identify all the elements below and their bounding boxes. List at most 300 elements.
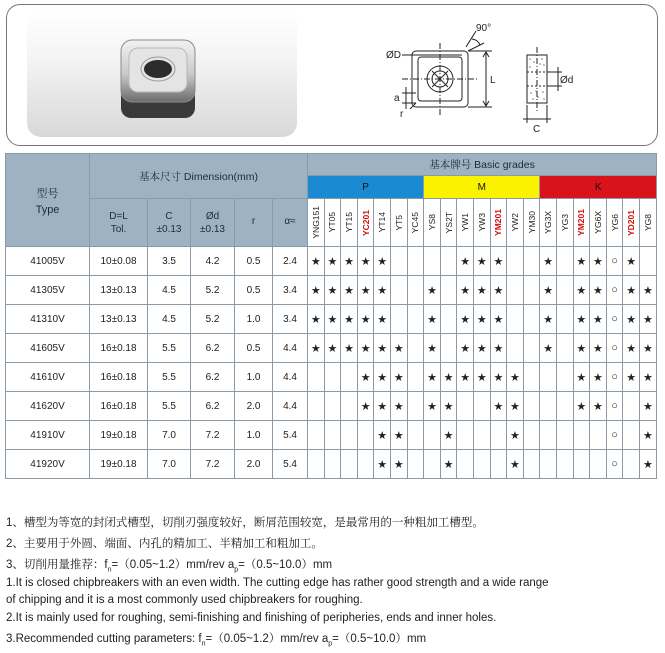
grade-mark-cell: ★: [473, 334, 490, 363]
cell-a: 4.4: [273, 392, 308, 421]
grade-mark-cell: [556, 450, 573, 479]
grade-mark-cell: [590, 421, 607, 450]
note-en-2: 2.It is mainly used for roughing, semi-finishing and finishing of peripheries, ends and inner holes.: [6, 612, 497, 624]
grade-mark-cell: [540, 392, 557, 421]
grade-mark-cell: [523, 392, 540, 421]
cell-a: 4.4: [273, 363, 308, 392]
cell-c: 3.5: [148, 247, 191, 276]
cell-type: 41005V: [6, 247, 90, 276]
grade-header: [590, 199, 607, 247]
grade-header: [357, 199, 374, 247]
grade-mark-cell: ★: [341, 334, 358, 363]
grade-mark-cell: ★: [639, 421, 656, 450]
grade-mark-cell: ★: [540, 276, 557, 305]
grade-name: YNG151: [310, 206, 321, 239]
grade-mark-cell: ★: [357, 247, 374, 276]
grade-mark-cell: [540, 363, 557, 392]
grade-name: YM30: [526, 211, 537, 234]
table-header-row-1: [6, 154, 657, 176]
cell-dl: 10±0.08: [90, 247, 148, 276]
grade-mark-cell: [324, 450, 341, 479]
grade-mark-cell: ★: [324, 247, 341, 276]
grade-mark-cell: [308, 363, 325, 392]
grade-mark-cell: ★: [374, 334, 391, 363]
grade-mark-cell: ★: [308, 276, 325, 305]
grade-mark-cell: [457, 450, 474, 479]
cell-d: 5.2: [191, 305, 235, 334]
grade-mark-cell: [473, 421, 490, 450]
note-cn-3-end: =（0.5~10.0）mm: [238, 559, 333, 571]
grade-mark-cell: [523, 421, 540, 450]
grade-mark-cell: ★: [473, 305, 490, 334]
cell-type: 41605V: [6, 334, 90, 363]
grade-mark-cell: ★: [357, 276, 374, 305]
grade-name: YG3X: [543, 211, 554, 234]
table-row: [6, 450, 657, 479]
grade-mark-cell: ★: [473, 363, 490, 392]
grade-mark-cell: [556, 247, 573, 276]
r-label: r: [400, 109, 404, 120]
grade-mark-cell: [556, 392, 573, 421]
dim-subheader: [90, 199, 148, 247]
grade-mark-cell: ○: [606, 276, 623, 305]
dim-subheader-line1: D=L: [109, 210, 128, 222]
cell-a: 3.4: [273, 276, 308, 305]
cell-r: 2.0: [235, 450, 273, 479]
grade-mark-cell: ★: [308, 247, 325, 276]
dia-D-label: ØD: [386, 50, 401, 61]
grade-mark-cell: ★: [357, 392, 374, 421]
grade-header: [639, 199, 656, 247]
L-label: L: [490, 75, 496, 86]
cell-c: 7.0: [148, 421, 191, 450]
cell-dl: 19±0.18: [90, 450, 148, 479]
grade-mark-cell: [407, 334, 424, 363]
C-label: C: [533, 124, 541, 135]
cell-c: 4.5: [148, 305, 191, 334]
grade-mark-cell: [407, 363, 424, 392]
cell-d: 6.2: [191, 334, 235, 363]
grade-mark-cell: [324, 421, 341, 450]
note-en-3: [6, 630, 661, 647]
grade-mark-cell: [507, 334, 524, 363]
type-header-cn: 型号: [36, 187, 59, 200]
grade-mark-cell: ★: [374, 247, 391, 276]
grade-mark-cell: ★: [308, 334, 325, 363]
grade-header: [457, 199, 474, 247]
grade-mark-cell: ★: [540, 305, 557, 334]
grade-name: YC201: [360, 209, 371, 236]
cell-dl: 19±0.18: [90, 421, 148, 450]
grade-mark-cell: [623, 421, 640, 450]
dim-subheader-line1: C: [165, 210, 173, 222]
grade-mark-cell: ★: [324, 276, 341, 305]
grade-mark-cell: ★: [391, 363, 408, 392]
cell-r: 0.5: [235, 334, 273, 363]
grade-mark-cell: ★: [374, 305, 391, 334]
grade-mark-cell: [573, 421, 590, 450]
grade-mark-cell: ★: [457, 247, 474, 276]
note-en-3-mid: =（0.05~1.2）mm/rev a: [205, 633, 329, 645]
cell-type: 41620V: [6, 392, 90, 421]
grade-mark-cell: [341, 392, 358, 421]
grade-mark-cell: [473, 450, 490, 479]
insert-dimension-drawing: [372, 17, 642, 135]
grade-header: [490, 199, 507, 247]
sub-n-en: n: [201, 640, 206, 648]
dia-d-label: Ød: [560, 75, 574, 86]
note-en-1b: of chipping and it is a most commonly used chipbreakers for roughing.: [6, 594, 363, 606]
grade-mark-cell: [440, 305, 457, 334]
grade-header: [440, 199, 457, 247]
grade-mark-cell: ★: [623, 305, 640, 334]
grade-mark-cell: ★: [324, 334, 341, 363]
grade-mark-cell: ★: [424, 276, 441, 305]
sub-p: p: [234, 566, 239, 574]
grade-mark-cell: [341, 421, 358, 450]
grade-mark-cell: ★: [341, 305, 358, 334]
grade-mark-cell: ★: [490, 247, 507, 276]
grade-mark-cell: [573, 450, 590, 479]
grade-mark-cell: ★: [623, 363, 640, 392]
grade-mark-cell: [324, 392, 341, 421]
grade-mark-cell: [407, 276, 424, 305]
grade-mark-cell: ★: [457, 276, 474, 305]
dim-subheader-line2: ±0.13: [156, 223, 182, 235]
grade-mark-cell: ★: [324, 305, 341, 334]
grade-mark-cell: [490, 450, 507, 479]
grade-header: [606, 199, 623, 247]
grade-mark-cell: [357, 450, 374, 479]
note-cn-3: [6, 556, 661, 573]
grade-mark-cell: [523, 363, 540, 392]
grade-mark-cell: [507, 247, 524, 276]
grade-name: YG3: [559, 213, 570, 231]
grade-mark-cell: [424, 247, 441, 276]
grade-mark-cell: ★: [507, 450, 524, 479]
grade-mark-cell: ○: [606, 392, 623, 421]
grade-mark-cell: ○: [606, 363, 623, 392]
grade-mark-cell: ★: [639, 363, 656, 392]
grade-mark-cell: ★: [473, 276, 490, 305]
grade-name: YT5: [393, 214, 404, 231]
table-row: [6, 392, 657, 421]
grade-mark-cell: [407, 305, 424, 334]
grade-mark-cell: ★: [507, 363, 524, 392]
dim-subheader: [273, 199, 308, 247]
grade-mark-cell: [407, 450, 424, 479]
angle-label: 90°: [476, 23, 492, 34]
grade-mark-cell: ★: [573, 247, 590, 276]
grade-name: YT14: [377, 212, 388, 233]
grade-mark-cell: ★: [424, 305, 441, 334]
dimension-header: 基本尺寸 Dimension(mm): [90, 154, 308, 199]
grade-mark-cell: [556, 305, 573, 334]
grade-mark-cell: ★: [374, 421, 391, 450]
grade-mark-cell: ★: [308, 305, 325, 334]
grade-mark-cell: [473, 392, 490, 421]
grade-mark-cell: [324, 363, 341, 392]
grade-mark-cell: [490, 421, 507, 450]
grade-mark-cell: ★: [490, 334, 507, 363]
grade-mark-cell: ★: [639, 305, 656, 334]
grade-mark-cell: ★: [590, 392, 607, 421]
grade-mark-cell: [523, 450, 540, 479]
grade-mark-cell: [590, 450, 607, 479]
grade-mark-cell: [523, 334, 540, 363]
cell-a: 3.4: [273, 305, 308, 334]
dim-subheader-line1: r: [251, 216, 256, 227]
grade-mark-cell: [523, 276, 540, 305]
grade-mark-cell: [457, 392, 474, 421]
grade-mark-cell: [540, 450, 557, 479]
note-en-3-end: =（0.5~10.0）mm: [332, 633, 427, 645]
grade-mark-cell: [424, 421, 441, 450]
grade-mark-cell: [440, 276, 457, 305]
grade-mark-cell: ★: [590, 363, 607, 392]
grade-mark-cell: ★: [590, 247, 607, 276]
grade-header: [523, 199, 540, 247]
cell-r: 0.5: [235, 247, 273, 276]
cell-d: 7.2: [191, 450, 235, 479]
grade-mark-cell: ★: [490, 363, 507, 392]
grade-mark-cell: ○: [606, 421, 623, 450]
grade-mark-cell: [440, 334, 457, 363]
grade-mark-cell: [507, 305, 524, 334]
grade-name: YD201: [626, 209, 637, 236]
grade-name: YM201: [493, 209, 504, 236]
grade-mark-cell: [341, 363, 358, 392]
grade-header: [424, 199, 441, 247]
grade-mark-cell: ★: [623, 276, 640, 305]
cell-dl: 13±0.13: [90, 276, 148, 305]
grade-header: [324, 199, 341, 247]
grade-mark-cell: [556, 421, 573, 450]
cell-d: 5.2: [191, 276, 235, 305]
grade-name: YG8: [642, 213, 653, 231]
grade-mark-cell: [457, 421, 474, 450]
grade-mark-cell: [391, 276, 408, 305]
grade-mark-cell: ★: [440, 363, 457, 392]
grade-name: YG6: [609, 213, 620, 231]
grades-header: 基本牌号 Basic grades: [308, 154, 657, 176]
cell-c: 4.5: [148, 276, 191, 305]
dim-subheader-line1: Ød: [205, 210, 220, 222]
dim-subheader-line1: α≈: [284, 216, 296, 227]
grade-mark-cell: ★: [357, 363, 374, 392]
grade-mark-cell: ○: [606, 334, 623, 363]
grade-mark-cell: [308, 450, 325, 479]
grade-header: [374, 199, 391, 247]
grade-mark-cell: [391, 247, 408, 276]
grade-header: [308, 199, 325, 247]
grade-name: YW1: [460, 213, 471, 232]
grade-name: YS2T: [443, 211, 454, 234]
group-M: M: [424, 176, 540, 199]
grade-name: YW2: [509, 213, 520, 232]
table-row: [6, 363, 657, 392]
cell-a: 4.4: [273, 334, 308, 363]
grade-mark-cell: ★: [424, 392, 441, 421]
grade-mark-cell: ★: [440, 392, 457, 421]
grade-mark-cell: ★: [424, 363, 441, 392]
grade-mark-cell: ★: [590, 305, 607, 334]
grade-mark-cell: [540, 421, 557, 450]
cell-c: 7.0: [148, 450, 191, 479]
sub-n: n: [107, 566, 112, 574]
group-P: P: [308, 176, 424, 199]
cell-c: 5.5: [148, 363, 191, 392]
grade-mark-cell: [556, 334, 573, 363]
table-header-row-3: [6, 199, 657, 247]
grade-mark-cell: ★: [623, 247, 640, 276]
grade-mark-cell: ○: [606, 305, 623, 334]
grade-mark-cell: [407, 421, 424, 450]
note-cn-1: 1、槽型为等宽的封闭式槽型，切削刃强度较好，断屑范围较宽，是最常用的一种粗加工槽型。: [6, 517, 484, 529]
grade-mark-cell: ★: [623, 334, 640, 363]
grade-mark-cell: ★: [540, 334, 557, 363]
grade-mark-cell: ★: [573, 363, 590, 392]
grade-mark-cell: [407, 392, 424, 421]
cell-r: 2.0: [235, 392, 273, 421]
grade-mark-cell: [391, 305, 408, 334]
grade-mark-cell: ★: [374, 363, 391, 392]
cell-dl: 16±0.18: [90, 363, 148, 392]
grade-mark-cell: [556, 363, 573, 392]
table-row: [6, 247, 657, 276]
cell-dl: 16±0.18: [90, 392, 148, 421]
grade-mark-cell: ★: [357, 305, 374, 334]
grade-name: YT15: [344, 212, 355, 233]
type-header-en: Type: [35, 203, 60, 216]
cell-type: 41910V: [6, 421, 90, 450]
cell-a: 5.4: [273, 421, 308, 450]
cell-dl: 13±0.13: [90, 305, 148, 334]
cell-a: 2.4: [273, 247, 308, 276]
grade-mark-cell: ★: [341, 247, 358, 276]
grade-mark-cell: ★: [490, 392, 507, 421]
grade-mark-cell: ★: [573, 305, 590, 334]
note-en-3-prefix: 3.Recommended cutting parameters: f: [6, 633, 202, 645]
cell-r: 1.0: [235, 305, 273, 334]
grade-mark-cell: ★: [639, 392, 656, 421]
grade-mark-cell: ★: [457, 334, 474, 363]
grade-mark-cell: ★: [457, 363, 474, 392]
grade-header: [407, 199, 424, 247]
grade-mark-cell: ★: [391, 334, 408, 363]
cell-a: 5.4: [273, 450, 308, 479]
grade-mark-cell: ★: [391, 450, 408, 479]
table-row: [6, 334, 657, 363]
grade-mark-cell: ★: [639, 276, 656, 305]
grade-mark-cell: ★: [424, 334, 441, 363]
dim-subheader-line2: ±0.13: [200, 223, 225, 235]
grade-header: [473, 199, 490, 247]
cell-type: 41610V: [6, 363, 90, 392]
dim-subheader: [235, 199, 273, 247]
dim-subheader: [148, 199, 191, 247]
note-en-1a: 1.It is closed chipbreakers with an even width. The cutting edge has rather good strength and a wide range: [6, 577, 549, 589]
grade-name: YC45: [410, 211, 421, 234]
grade-mark-cell: ★: [341, 276, 358, 305]
grade-mark-cell: ★: [639, 450, 656, 479]
grade-name: YS8: [427, 214, 437, 231]
grade-mark-cell: ★: [357, 334, 374, 363]
grade-header: [623, 199, 640, 247]
grade-mark-cell: ★: [374, 392, 391, 421]
grade-header: [507, 199, 524, 247]
grade-mark-cell: ★: [540, 247, 557, 276]
grade-mark-cell: ★: [440, 421, 457, 450]
cell-type: 41920V: [6, 450, 90, 479]
grade-mark-cell: ★: [391, 421, 408, 450]
note-cn-3-prefix: 3、切削用量推荐：f: [6, 559, 108, 571]
cell-c: 5.5: [148, 334, 191, 363]
dim-subheader: [191, 199, 235, 247]
grade-mark-cell: [523, 247, 540, 276]
cell-r: 1.0: [235, 363, 273, 392]
grade-mark-cell: ★: [573, 276, 590, 305]
grade-mark-cell: ★: [391, 392, 408, 421]
cell-d: 4.2: [191, 247, 235, 276]
grade-mark-cell: ★: [440, 450, 457, 479]
grade-mark-cell: ○: [606, 450, 623, 479]
product-image-panel: [6, 4, 658, 146]
grade-mark-cell: [523, 305, 540, 334]
grade-mark-cell: [440, 247, 457, 276]
cell-d: 7.2: [191, 421, 235, 450]
grade-header: [341, 199, 358, 247]
insert-photo: [119, 38, 197, 121]
a-label: a: [394, 93, 400, 104]
dim-subheader-line2: Tol.: [110, 223, 127, 235]
grade-mark-cell: [357, 421, 374, 450]
grade-mark-cell: ★: [507, 421, 524, 450]
grade-mark-cell: [341, 450, 358, 479]
grade-mark-cell: [424, 450, 441, 479]
grade-mark-cell: ★: [374, 276, 391, 305]
cell-type: 41305V: [6, 276, 90, 305]
grade-mark-cell: [308, 421, 325, 450]
table-row: [6, 305, 657, 334]
cell-d: 6.2: [191, 363, 235, 392]
grade-mark-cell: ★: [590, 276, 607, 305]
grade-mark-cell: [507, 276, 524, 305]
cell-dl: 16±0.18: [90, 334, 148, 363]
grade-name: YM201: [576, 209, 587, 236]
note-cn-3-mid: =（0.05~1.2）mm/rev a: [111, 559, 235, 571]
cell-c: 5.5: [148, 392, 191, 421]
grade-mark-cell: [623, 392, 640, 421]
grade-mark-cell: ★: [590, 334, 607, 363]
grade-mark-cell: ★: [507, 392, 524, 421]
note-cn-2: 2、主要用于外圆、端面、内孔的精加工、半精加工和粗加工。: [6, 538, 323, 550]
grade-mark-cell: [308, 392, 325, 421]
specification-table: [5, 153, 657, 479]
grade-mark-cell: [556, 276, 573, 305]
grade-mark-cell: [639, 247, 656, 276]
grade-mark-cell: ★: [473, 247, 490, 276]
grade-name: YT05: [327, 212, 338, 233]
grade-mark-cell: ★: [490, 305, 507, 334]
grade-header: [556, 199, 573, 247]
cell-r: 0.5: [235, 276, 273, 305]
grade-name: YG6X: [592, 211, 603, 234]
grade-header: [573, 199, 590, 247]
grade-mark-cell: ○: [606, 247, 623, 276]
grade-mark-cell: [407, 247, 424, 276]
grade-mark-cell: ★: [457, 305, 474, 334]
